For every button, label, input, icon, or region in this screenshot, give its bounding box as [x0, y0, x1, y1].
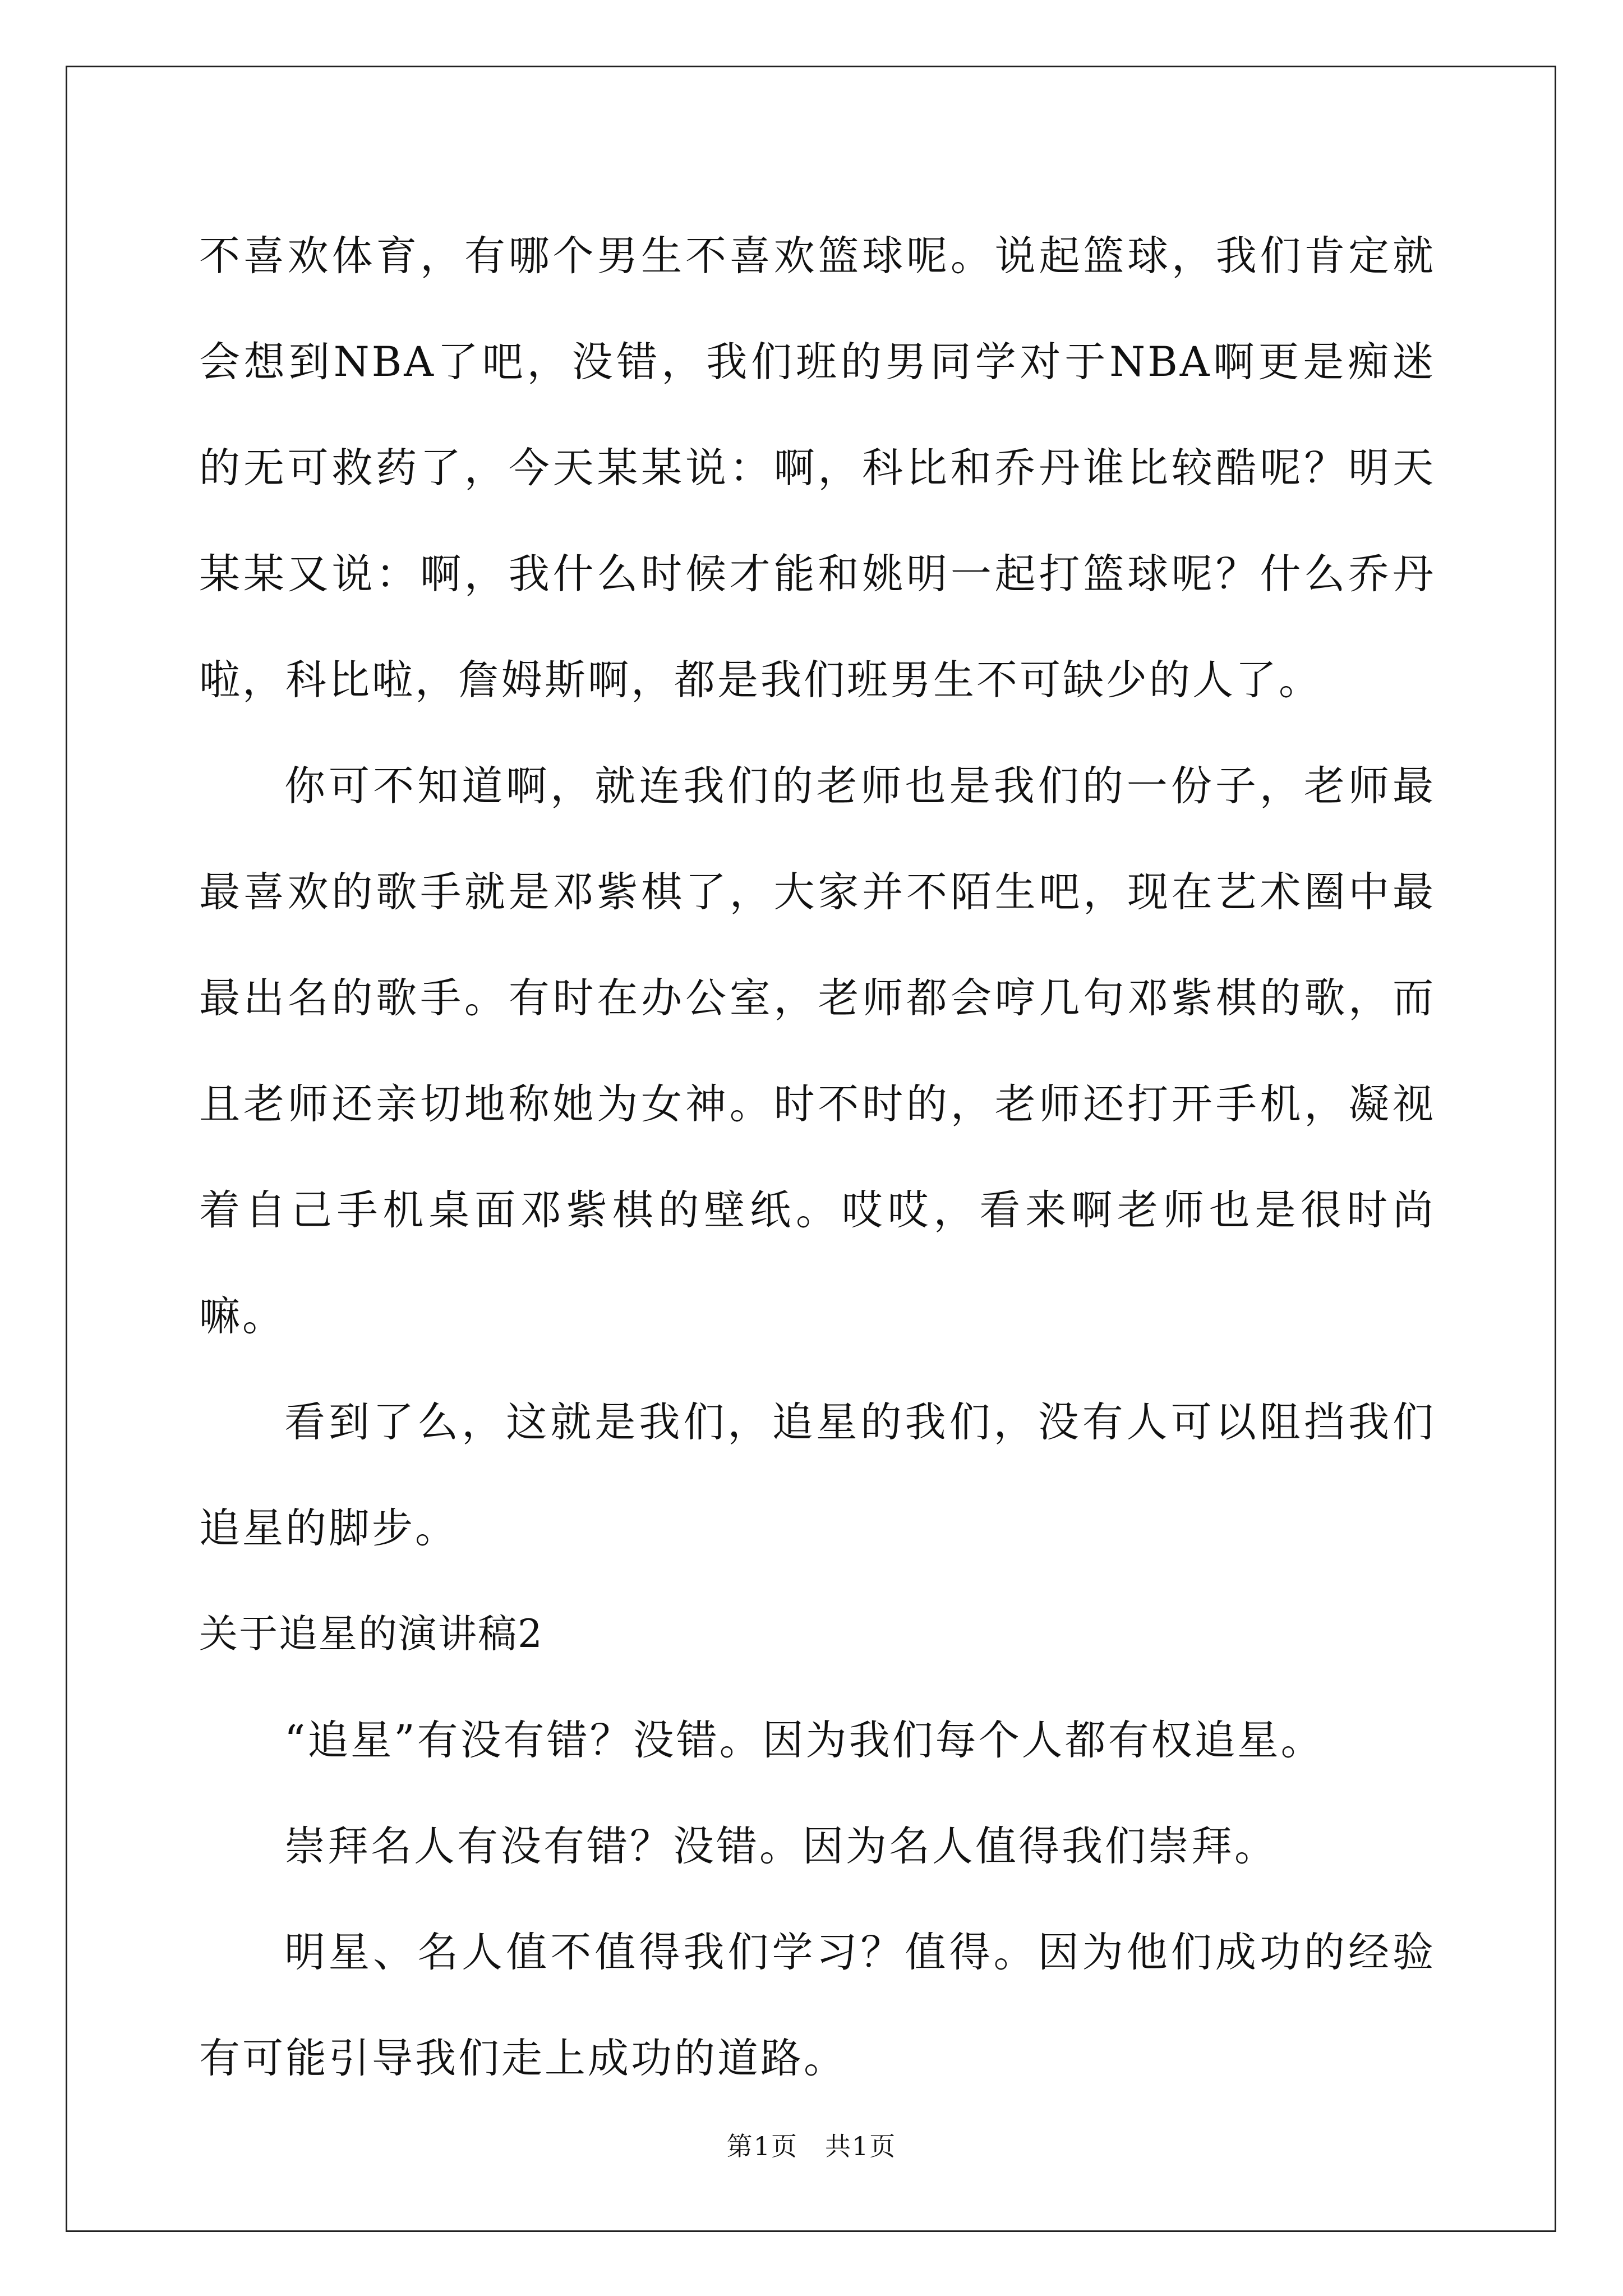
- page-number-footer: 第1页 共1页: [726, 2131, 897, 2161]
- document-body: [199, 203, 1436, 2111]
- paragraph-question-1: “追星”有没有错？没错。因为我们每个人都有权追星。: [284, 1717, 1324, 1764]
- paragraph-conclusion: 看到了么，这就是我们，追星的我们，没有人可以阻挡我们追星的脚步。: [199, 1398, 1436, 1552]
- paragraph-question-3: 明星、名人值不值得我们学习？值得。因为他们成功的经验有可能引导我们走上成功的道路。: [199, 1929, 1436, 2082]
- paragraph-teacher: 你可不知道啊，就连我们的老师也是我们的一份子，老师最最喜欢的歌手就是邓紫棋了，大家并不陌生吧，现在艺术圈中最最出名的歌手。有时在办公室，老师都会哼几句邓紫棋的歌，而且老师还亲切地称她为女神。时不时的，老师还打开手机，凝视着自己手机桌面邓紫棋的壁纸。哎哎，看来啊老师也是很时尚嘛。: [199, 762, 1436, 1340]
- paragraph-continuation: 不喜欢体育，有哪个男生不喜欢篮球呢。说起篮球，我们肯定就会想到NBA了吧，没错，我们班的男同学对于NBA啊更是痴迷的无可救药了，今天某某说：啊，科比和乔丹谁比较酷呢？明天某某又说：啊，我什么时候才能和姚明一起打篮球呢？什么乔丹啦，科比啦，詹姆斯啊，都是我们班男生不可缺少的人了。: [199, 232, 1436, 704]
- section-heading: 关于追星的演讲稿2: [199, 1612, 543, 1657]
- paragraph-question-2: 崇拜名人有没有错？没错。因为名人值得我们崇拜。: [284, 1823, 1278, 1870]
